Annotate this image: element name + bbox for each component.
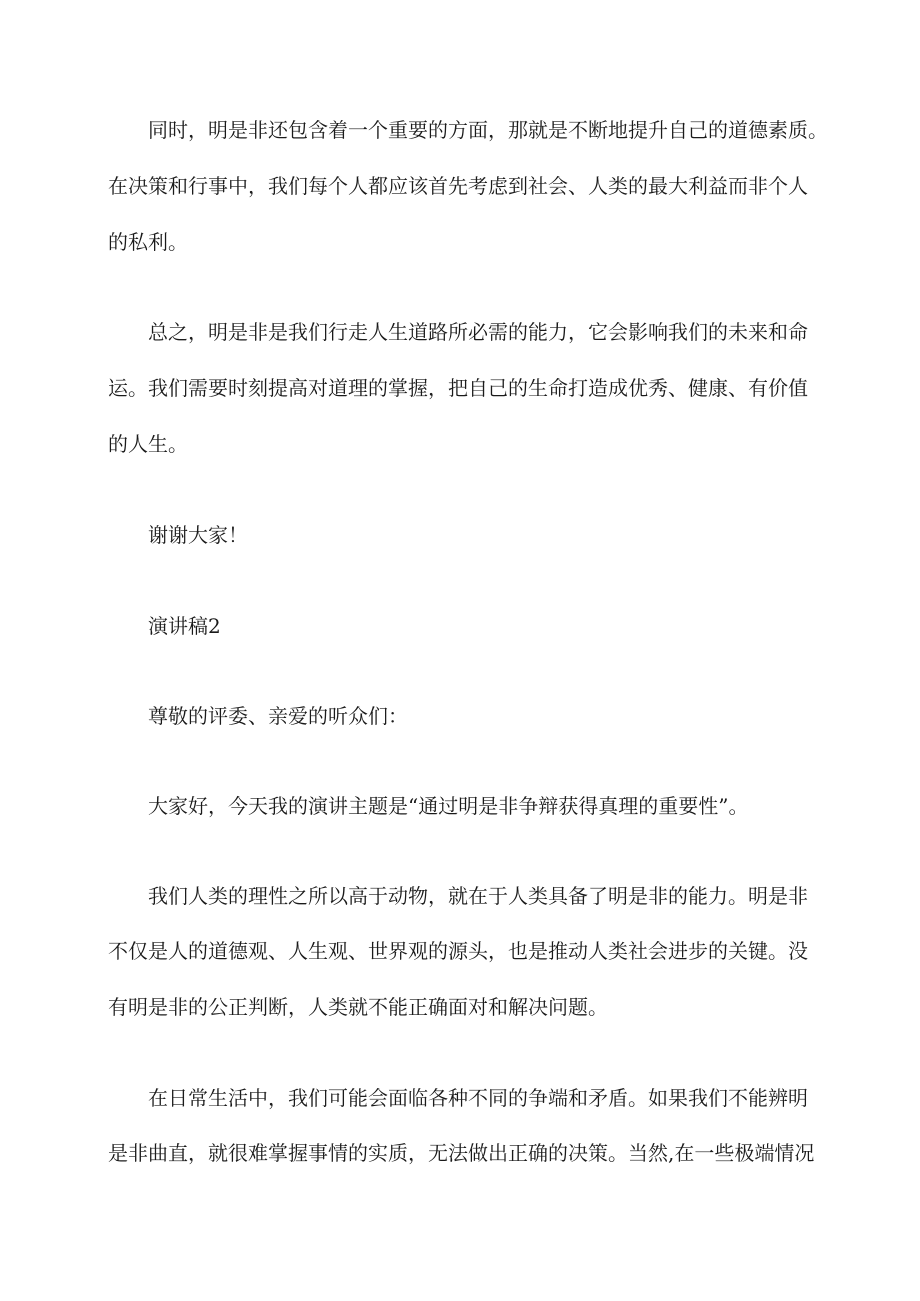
paragraph-line: 的私利。	[108, 230, 188, 254]
paragraph-line: 在日常生活中，我们可能会面临各种不同的争端和矛盾。如果我们不能辨明	[148, 1086, 808, 1110]
paragraph-line: 运。我们需要时刻提高对道理的掌握，把自己的生命打造成优秀、健康、有价值	[108, 376, 808, 400]
paragraph-line: 有明是非的公正判断，人类就不能正确面对和解决问题。	[108, 995, 608, 1019]
paragraph-line: 在决策和行事中，我们每个人都应该首先考虑到社会、人类的最大利益而非个人	[108, 174, 808, 198]
paragraph-line: 的人生。	[108, 432, 188, 456]
paragraph-line: 演讲稿2	[148, 614, 221, 638]
paragraph-line: 大家好，今天我的演讲主题是“通过明是非争辩获得真理的重要性”。	[148, 794, 749, 818]
paragraph-line: 谢谢大家！	[148, 523, 248, 547]
paragraph-line: 总之，明是非是我们行走人生道路所必需的能力，它会影响我们的未来和命	[148, 320, 808, 344]
paragraph-line: 不仅是人的道德观、人生观、世界观的源头，也是推动人类社会进步的关键。没	[108, 939, 808, 963]
paragraph-line: 尊敬的评委、亲爱的听众们：	[148, 704, 408, 728]
paragraph-line: 同时，明是非还包含着一个重要的方面，那就是不断地提升自己的道德素质。	[148, 118, 828, 142]
paragraph-line: 我们人类的理性之所以高于动物，就在于人类具备了明是非的能力。明是非	[148, 884, 808, 908]
paragraph-line: 是非曲直，就很难掌握事情的实质，无法做出正确的决策。当然,在一些极端情况	[108, 1141, 815, 1165]
